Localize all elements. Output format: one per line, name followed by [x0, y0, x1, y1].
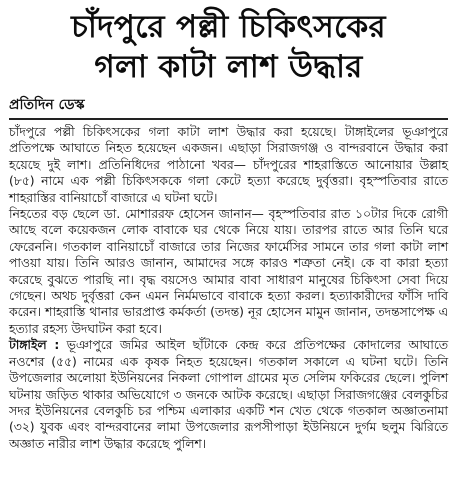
headline-line-1: চাঁদপুরে পল্লী চিকিৎসকের	[71, 9, 386, 45]
headline	[9, 8, 448, 86]
paragraph-text: নিহতের বড় ছেলে ডা. মোশাররফ হোসেন জানান— বৃহস্পতিবার রাত ১০টার দিকে রোগী আছে বলে কয়েকজন লোক বাবাকে ঘর থেকে নিয়ে যায়। তারপর রাতে আর তিনি ঘরে ফেরেননি। গতকাল বানিয়াচোঁ বাজারে তার নিজের ফার্মেসির সামনে তার গলা কাটা লাশ পাওয়া যায়। তিনি আরও জানান, আমাদের সঙ্গে কারও শত্রুতা নেই। কে বা কারা হত্যা করেছে বুঝতে পারছি না। বৃদ্ধ বয়সেও আমার বাবা সাধারণ মানুষের চিকিৎসা সেবা দিয়ে গেছেন। অথচ দুর্বৃত্তরা কেন এমন নির্মমভাবে বাবাকে হত্যা করল। হত্যাকারীদের ফাঁসি দাবি করেন। শাহরাস্তি থানার ভারপ্রাপ্ত কর্মকর্তা (তদন্ত) নূর হোসেন মামুন জানান, তদন্তসাপেক্ষ এ হত্যার রহস্য উদঘাটন করা হবে।	[9, 207, 448, 336]
paragraph-text: চাঁদপুরে পল্লী চিকিৎসকের গলা কাটা লাশ উদ্ধার করা হয়েছে। টাঙ্গাইলের ভূঞাপুরে প্রতিপক্ষে আঘাতে নিহত হয়েছেন একজন। এছাড়া সিরাজগঞ্জ ও বান্দরবানে উদ্ধার করা হয়েছে দুই লাশ। প্রতিনিধিদের পাঠানো খবর— চাঁদপুরের শাহরাস্তিতে আনোয়ার উল্লাহ (৮৫) নামে এক পল্লী চিকিৎসককে গলা কেটে হত্যা করেছে দুর্বৃত্তরা। বৃহস্পতিবার রাতে শাহরাস্তির বানিয়াচোঁ বাজারে এ ঘটনা ঘটে।	[9, 125, 448, 205]
byline-divider	[9, 118, 448, 120]
article-body	[9, 124, 448, 452]
headline-line-2: গলা কাটা লাশ উদ্ধার	[94, 49, 363, 85]
paragraph-text: ভূঞাপুরে জমির আইল ছাঁটাকে কেন্দ্র করে প্রতিপক্ষের কোদালের আঘাতে নওশের (৫৫) নামের এক কৃষক নিহত হয়েছেন। গতকাল সকালে এ ঘটনা ঘটে। তিনি উপজেলার অলোয়া ইউনিয়নের নিকলা গোপাল গ্রামের মৃত সেলিম ফকিরের ছেলে। পুলিশ ঘটনায় জড়িত থাকার অভিযোগে ৩ জনকে আটক করেছে। এছাড়া সিরাজগঞ্জের বেলকুচির সদর ইউনিয়নের বেলকুচি চর পশ্চিম এলাকার একটি শন খেত থেকে গতকাল অজ্ঞাতনামা (৩২) যুবক এবং বান্দরবানের লামা উপজেলার রূপসীপাড়া ইউনিয়নে দুর্গম ছলুম ঝিরিতে অজ্ঞাত নারীর লাশ উদ্ধার করেছে পুলিশ।	[9, 338, 449, 451]
byline: প্রতিদিন ডেস্ক	[9, 97, 85, 113]
article-paragraph-3	[9, 337, 448, 452]
article-paragraph-2	[9, 206, 448, 337]
article-paragraph-1	[9, 124, 448, 206]
paragraph-dateline: টাঙ্গাইল :	[9, 338, 60, 353]
